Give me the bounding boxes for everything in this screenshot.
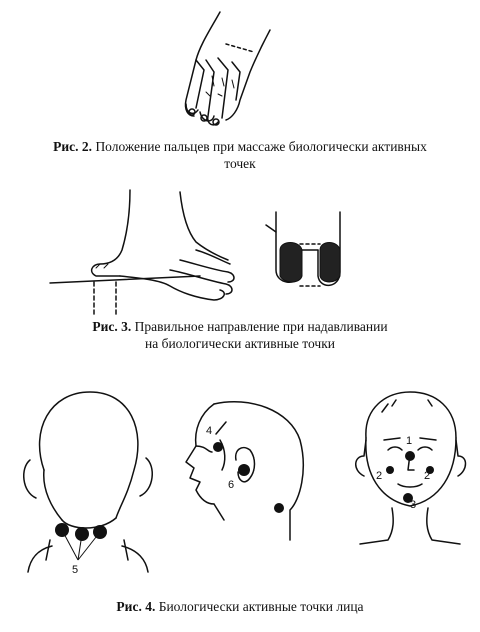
point-side-neck: [274, 503, 284, 513]
fig3-hand-drawing: [50, 190, 340, 316]
fig3-label: Рис. 3.: [92, 319, 132, 334]
fig2-caption: [6, 138, 474, 172]
label-point-4: 4: [206, 425, 213, 437]
point-6: [238, 464, 250, 476]
point-4: [213, 442, 223, 452]
label-point-3: 3: [410, 499, 417, 511]
fig3-caption-cont: на биологически активные точки: [144, 336, 335, 351]
fig2-label: Рис. 2.: [53, 139, 93, 154]
label-point-6: 6: [228, 479, 235, 491]
fig3-caption-text: Правильное направление при надавливании: [134, 319, 388, 334]
fig4-caption: [30, 598, 450, 615]
fig2-hand-drawing: [185, 12, 270, 125]
fig2-caption-text: Положение пальцев при массаже биологически активных: [95, 139, 427, 154]
fig3-caption: [30, 318, 450, 352]
point-2-left: [386, 466, 394, 474]
fig4-back-head-drawing: [24, 392, 153, 572]
fig4-points: [55, 442, 434, 541]
label-point-1: 1: [406, 435, 413, 447]
fig4-caption-text: Биологически активные точки лица: [158, 599, 364, 614]
fig4-label: Рис. 4.: [116, 599, 156, 614]
fig2-caption-cont: точек: [224, 156, 256, 171]
label-point-5: 5: [72, 564, 79, 576]
label-point-2-left: 2: [376, 470, 383, 482]
fig4-front-face-drawing: [356, 392, 466, 544]
label-point-2-right: 2: [424, 470, 431, 482]
point-1: [405, 451, 415, 461]
